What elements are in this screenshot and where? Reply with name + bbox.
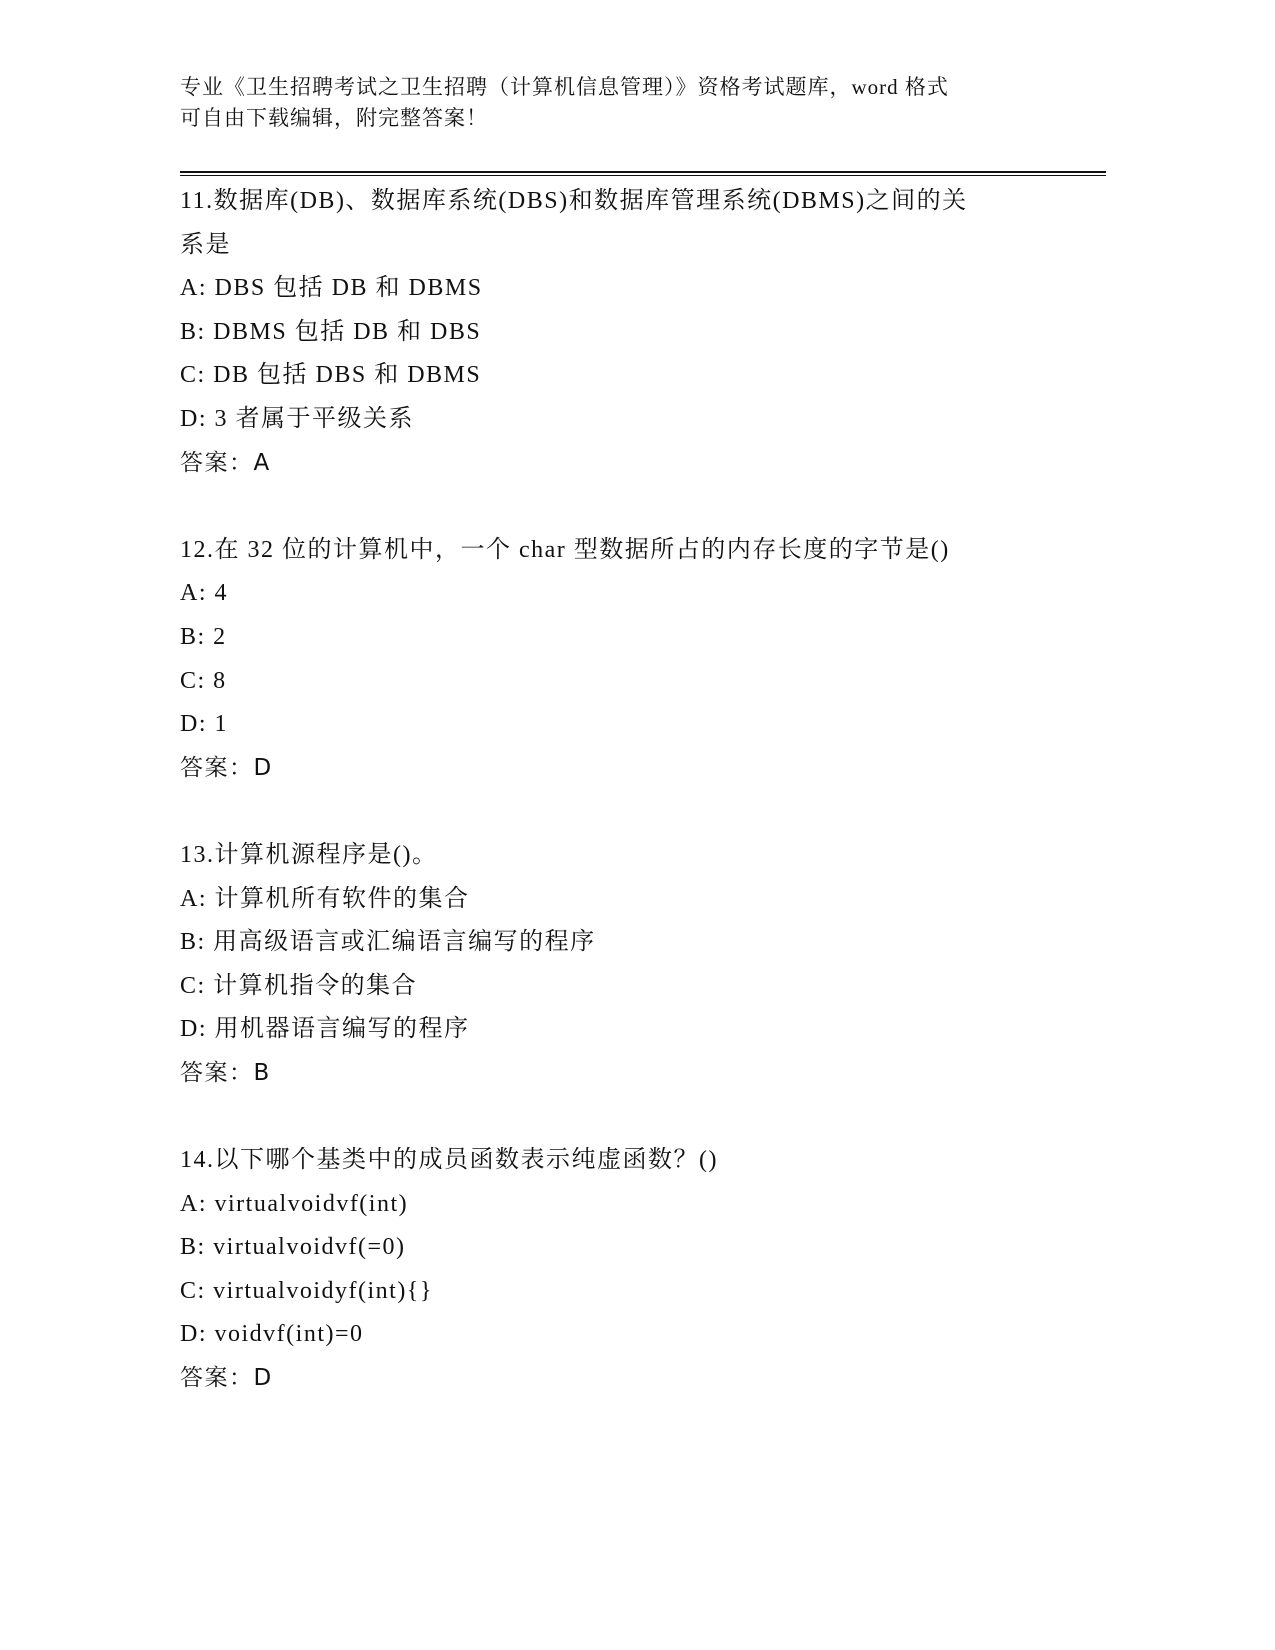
- question-stem: 14.以下哪个基类中的成员函数表示纯虚函数？(): [180, 1147, 718, 1174]
- answer-key: 答案：A: [180, 449, 271, 476]
- answer-option: C: 8: [180, 667, 227, 694]
- question-list: [180, 180, 1080, 1444]
- intro-line-2: 可自由下载编辑，附完整答案！: [180, 106, 488, 130]
- answer-option: B: 用高级语言或汇编语言编写的程序: [180, 929, 596, 956]
- question-block: [180, 1139, 1080, 1401]
- intro-line-1: 专业《卫生招聘考试之卫生招聘（计算机信息管理）》资格考试题库，word 格式: [180, 75, 949, 99]
- answer-option: D: 3 者属于平级关系: [180, 405, 414, 432]
- answer-option: D: 用机器语言编写的程序: [180, 1016, 470, 1043]
- question-block: [180, 180, 1080, 485]
- question-block: [180, 834, 1080, 1096]
- answer-key: 答案：D: [180, 754, 273, 781]
- answer-option: A: virtualvoidvf(int): [180, 1190, 409, 1217]
- question-stem: 12.在 32 位的计算机中，一个 char 型数据所占的内存长度的字节是(): [180, 536, 950, 563]
- answer-option: D: 1: [180, 711, 228, 738]
- question-block: [180, 529, 1080, 791]
- answer-option: B: DBMS 包括 DB 和 DBS: [180, 318, 482, 345]
- question-stem: 11.数据库(DB)、数据库系统(DBS)和数据库管理系统(DBMS)之间的关: [180, 188, 968, 214]
- answer-option: A: 4: [180, 580, 228, 607]
- answer-key: 答案：D: [180, 1365, 273, 1392]
- answer-option: C: DB 包括 DBS 和 DBMS: [180, 362, 482, 389]
- question-stem: 13.计算机源程序是()。: [180, 841, 438, 868]
- answer-option: C: 计算机指令的集合: [180, 972, 418, 999]
- answer-option: A: DBS 包括 DB 和 DBMS: [180, 275, 483, 302]
- answer-key: 答案：B: [180, 1059, 271, 1086]
- answer-option: B: 2: [180, 623, 227, 650]
- double-rule-divider: [180, 171, 1106, 176]
- document-intro: [180, 72, 1040, 134]
- answer-option: A: 计算机所有软件的集合: [180, 885, 470, 912]
- answer-option: C: virtualvoidyf(int){}: [180, 1277, 433, 1304]
- answer-option: D: voidvf(int)=0: [180, 1321, 364, 1348]
- question-stem: 系是: [180, 231, 231, 258]
- answer-option: B: virtualvoidvf(=0): [180, 1234, 406, 1261]
